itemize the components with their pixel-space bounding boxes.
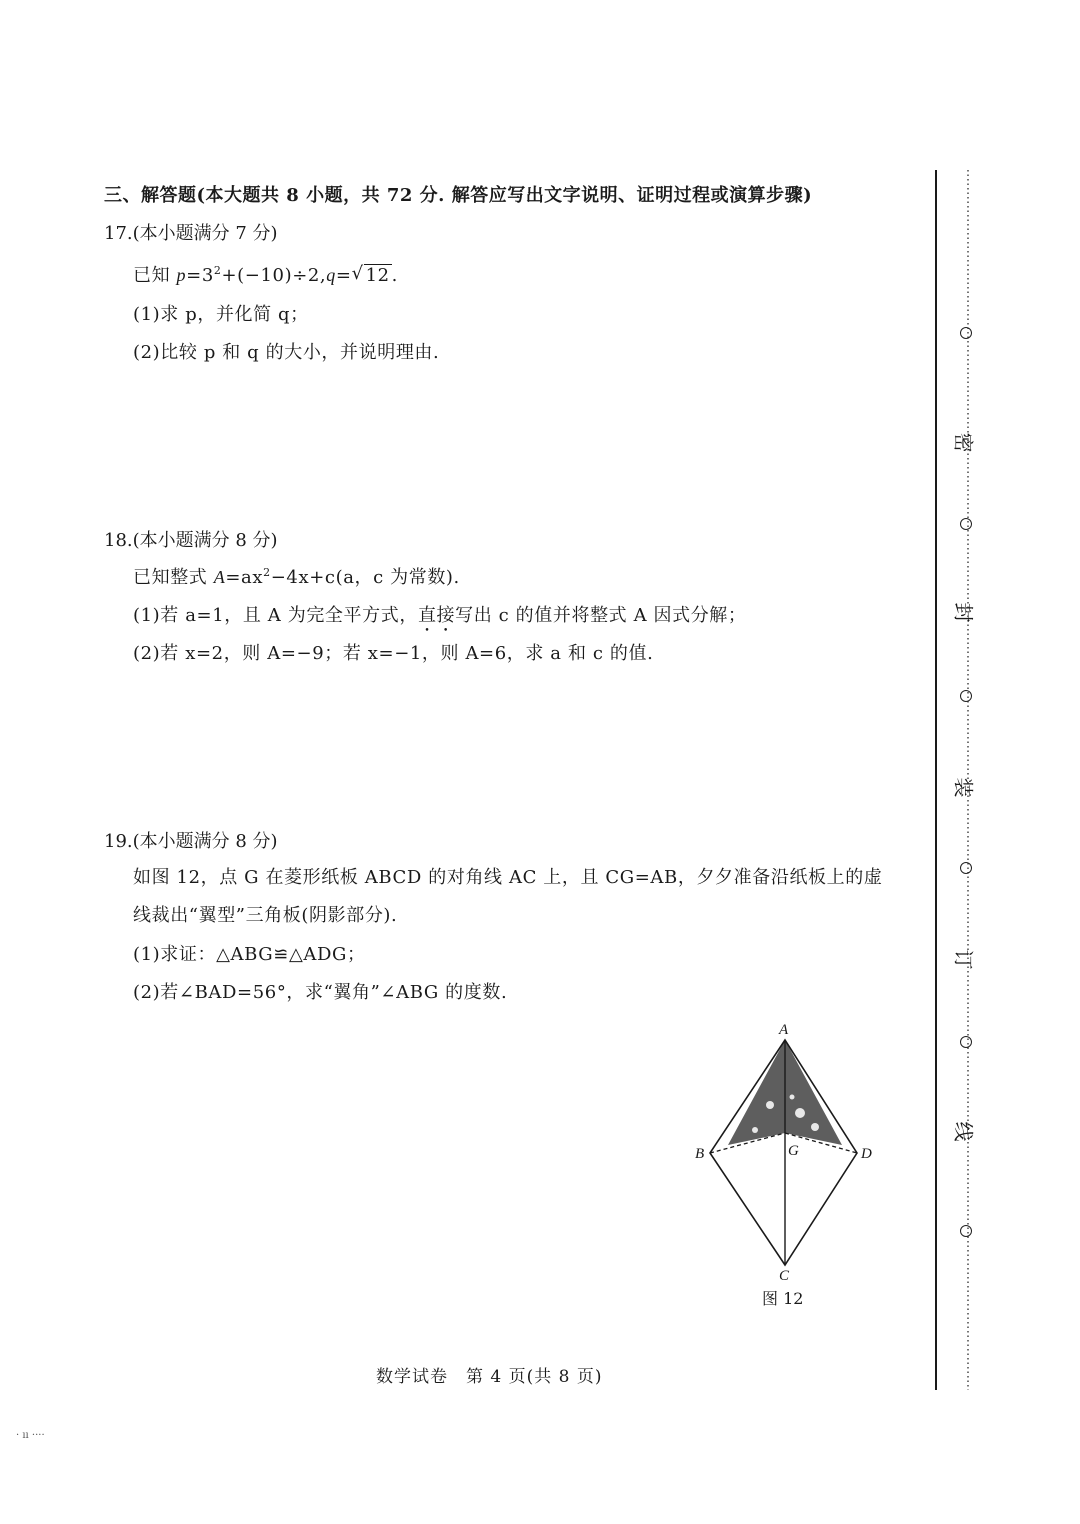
binding-circle: [960, 1036, 972, 1048]
binding-label-zhuang: 装: [951, 777, 976, 798]
binding-circle: [960, 690, 972, 702]
q18-header: 18.(本小题满分 8 分): [104, 530, 278, 551]
label-d: D: [861, 1146, 872, 1162]
q17-part2: (2)比较 p 和 q 的大小，并说明理由.: [133, 342, 440, 363]
binding-label-ding: 订: [951, 949, 976, 970]
rhombus-figure: [690, 1015, 880, 1315]
label-b: B: [695, 1146, 705, 1162]
emphasized-text: 直接: [417, 605, 456, 626]
figure-caption: 图 12: [762, 1289, 804, 1308]
section-title: 三、解答题(本大题共 8 小题，共 72 分. 解答应写出文字说明、证明过程或演算步骤): [104, 185, 813, 206]
texture-spot: [752, 1127, 758, 1133]
texture-spot: [811, 1123, 819, 1131]
stray-marks: · ıı ····: [16, 1430, 45, 1441]
binding-circle: [960, 862, 972, 874]
binding-circle: [960, 327, 972, 339]
q17-part1: (1)求 p，并化简 q；: [133, 304, 309, 325]
binding-circle: [960, 1225, 972, 1237]
q19-part2: (2)若∠BAD=56°，求“翼角”∠ABG 的度数.: [133, 982, 508, 1003]
texture-spot: [766, 1101, 774, 1109]
texture-spot: [795, 1108, 805, 1118]
q19-line1: 如图 12，点 G 在菱形纸板 ABCD 的对角线 AC 上，且 CG=AB，夕夕准备沿纸板上的虚: [133, 867, 883, 888]
sqrt-symbol: √ 12: [352, 265, 392, 286]
q18-part1: (1)若 a=1，且 A 为完全平方式，直接写出 c 的值并将整式 A 因式分解；: [133, 605, 747, 626]
label-c: C: [779, 1268, 790, 1284]
label-g: G: [788, 1143, 799, 1159]
binding-label-feng: 封: [951, 602, 976, 623]
label-a: A: [779, 1022, 789, 1038]
q19-line2: 线裁出“翼型”三角板(阴影部分).: [133, 905, 398, 926]
q17-given: 已知 $p=3^2+(-10)\div 2,q=√$ 12 .: [133, 261, 398, 287]
binding-circle: [960, 518, 972, 530]
binding-label-mi: 密: [951, 432, 976, 453]
binding-label-xian: 线: [951, 1121, 976, 1142]
texture-spot: [790, 1095, 795, 1100]
q18-part2: (2)若 x=2，则 A=−9；若 x=−1，则 A=6，求 a 和 c 的值.: [133, 643, 654, 664]
q18-given: 已知整式 $A=ax^2-4x+c(a$，c 为常数).: [133, 566, 460, 588]
q17-header: 17.(本小题满分 7 分): [104, 223, 278, 244]
page-footer: 数学试卷 第 4 页(共 8 页): [376, 1367, 603, 1387]
q19-part1: (1)求证：△ABG≌△ADG；: [133, 944, 366, 965]
q19-header: 19.(本小题满分 8 分): [104, 831, 278, 852]
